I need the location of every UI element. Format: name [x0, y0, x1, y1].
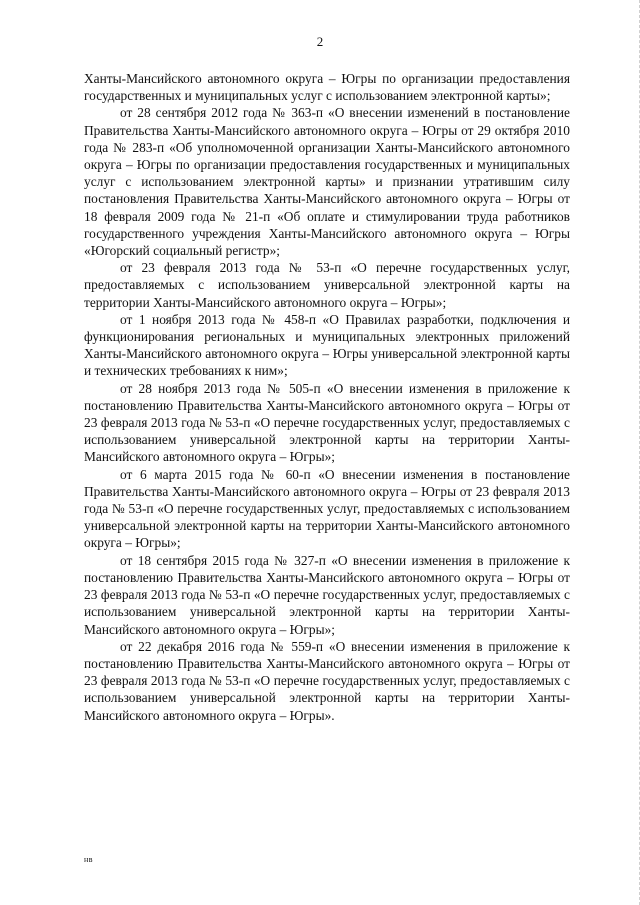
- paragraph-continuation: Ханты-Мансийского автономного округа – Югры по организации предоставления государственных и муниципальных услуг с использованием электронной карты»;: [84, 71, 570, 104]
- paragraph-resolution-60p: от 6 марта 2015 года № 60-п «О внесении изменения в постановление Правительства Ханты-Мансийского автономного округа – Югры от 23 февраля 2013 года № 53-п «О перечне государственных услуг, предоставляемых с использованием универсальной электронной карты на территории Ханты-Мансийского автономного округа – Югры»;: [84, 466, 570, 551]
- document-body: [84, 70, 570, 724]
- paragraph-resolution-458p: от 1 ноября 2013 года № 458-п «О Правилах разработки, подключения и функционирования региональных и муниципальных электронных приложений Ханты-Мансийского автономного округа – Югры универсальной электронной карты и технических требованиях к ним»;: [84, 311, 570, 379]
- paragraph-resolution-559p: от 22 декабря 2016 года № 559-п «О внесении изменения в приложение к постановлению Правительства Ханты-Мансийского автономного округа – Югры от 23 февраля 2013 года № 53-п «О перечне государственных услуг, предоставляемых с использованием универсальной электронной карты на территории Ханты-Мансийского автономного округа – Югры».: [84, 638, 570, 723]
- paragraph-resolution-505p: от 28 ноября 2013 года № 505-п «О внесении изменения в приложение к постановлению Правительства Ханты-Мансийского автономного округа – Югры от 23 февраля 2013 года № 53-п «О перечне государственных услуг, предоставляемых с использованием универсальной электронной карты на территории Ханты-Мансийского автономного округа – Югры»;: [84, 380, 570, 465]
- paragraph-resolution-53p: от 23 февраля 2013 года № 53-п «О перечне государственных услуг, предоставляемых с использованием универсальной электронной карты на территории Ханты-Мансийского автономного округа – Югры»;: [84, 260, 570, 310]
- page-number: 2: [316, 34, 324, 49]
- footer-initials: нв: [84, 855, 94, 864]
- paragraph-resolution-327p: от 18 сентября 2015 года № 327-п «О внесении изменения в приложение к постановлению Правительства Ханты-Мансийского автономного округа – Югры от 23 февраля 2013 года № 53-п «О перечне государственных услуг, предоставляемых с использованием универсальной электронной карты на территории Ханты-Мансийского автономного округа – Югры»;: [84, 552, 570, 637]
- paragraph-resolution-363p: от 28 сентября 2012 года № 363-п «О внесении изменений в постановление Правительства Ханты-Мансийского автономного округа – Югры от 29 октября 2010 года № 283-п «Об уполномоченной организации Ханты-Мансийского автономного округа – Югры по организации предоставления государственных и муниципальных услуг с использованием электронной карты» и признании утратившим силу постановления Правительства Ханты-Мансийского автономного округа – Югры от 18 февраля 2009 года № 21-п «Об оплате и стимулировании труда работников государственного учреждения Ханты-Мансийского автономного округа – Югры «Югорский социальный регистр»;: [84, 105, 570, 259]
